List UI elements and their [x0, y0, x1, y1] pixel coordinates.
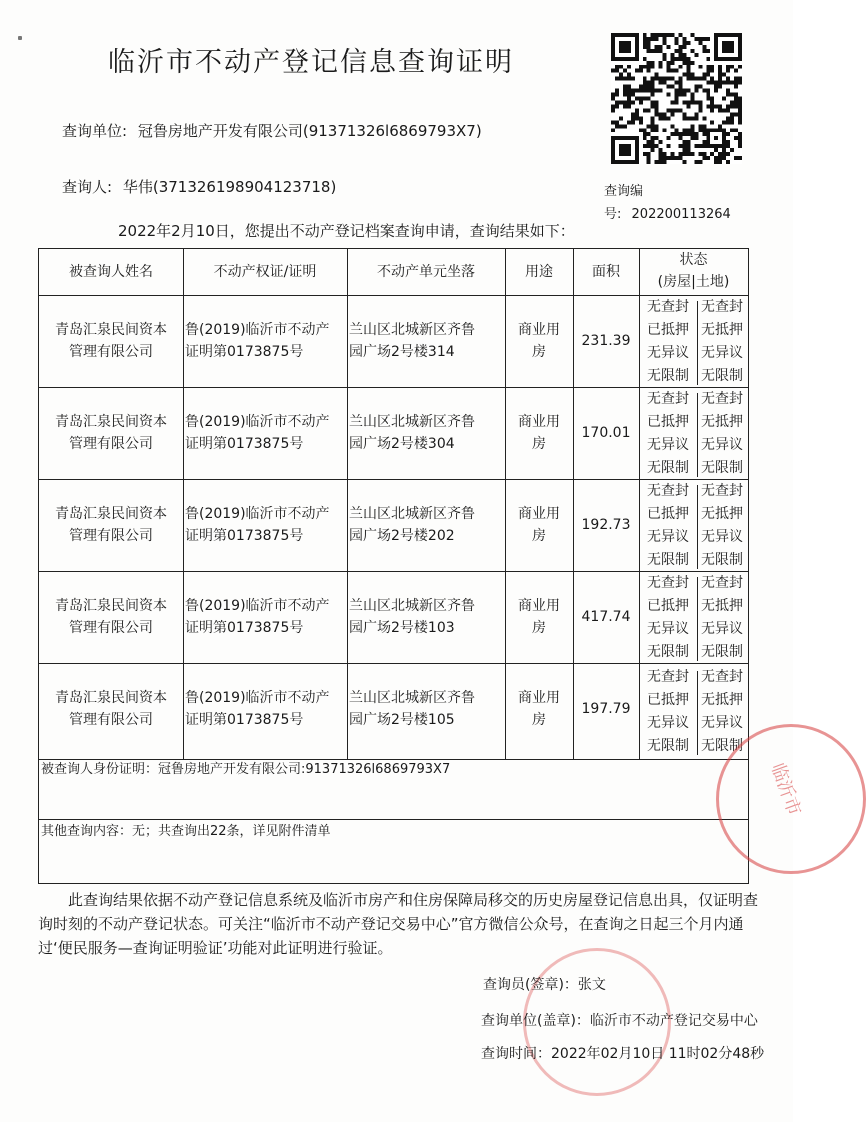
- row-use: 商业用 房: [518, 690, 560, 728]
- query-unit: [62, 120, 482, 141]
- other-query-row: 其他查询内容：无；共查询出22条，详见附件清单: [41, 824, 331, 839]
- row-cert: 鲁(2019)临沂市不动产 证明第0173875号: [185, 690, 330, 728]
- row-land-status: 无查封 无抵押 无异议 无限制: [701, 669, 743, 754]
- row-use: 商业用 房: [518, 506, 560, 544]
- page-title: 临沂市不动产登记信息查询证明: [108, 47, 514, 78]
- header-name: 被查询人姓名: [69, 264, 153, 280]
- intro-line: 2022年2月10日，您提出不动产登记档案查询申请，查询结果如下：: [118, 222, 575, 240]
- row-house-status: 无查封 已抵押 无异议 无限制: [647, 391, 689, 476]
- row-area: 197.79: [581, 701, 631, 717]
- row-name: 青岛汇泉民间资本 管理有限公司: [55, 322, 167, 360]
- querier: [62, 176, 336, 197]
- row-land-status: 无查封 无抵押 无异议 无限制: [701, 483, 743, 568]
- query-unit-value: 冠鲁房地产开发有限公司(91371326l6869793X7): [137, 122, 482, 140]
- header-cert: 不动产权证/证明: [213, 264, 317, 280]
- row-cert: 鲁(2019)临沂市不动产 证明第0173875号: [185, 598, 330, 636]
- header-status-sub: (房屋|土地): [657, 274, 730, 290]
- row-area: 231.39: [581, 333, 631, 349]
- header-location: 不动产单元坐落: [377, 264, 475, 280]
- row-house-status: 无查封 已抵押 无异议 无限制: [647, 299, 689, 384]
- row-land-status: 无查封 无抵押 无异议 无限制: [701, 391, 743, 476]
- row-area: 417.74: [581, 609, 631, 625]
- header-area: 面积: [592, 264, 620, 280]
- row-house-status: 无查封 已抵押 无异议 无限制: [647, 575, 689, 660]
- unit-line: 查询单位(盖章)：临沂市不动产登记交易中心: [481, 1013, 758, 1029]
- row-land-status: 无查封 无抵押 无异议 无限制: [701, 299, 743, 384]
- row-use: 商业用 房: [518, 598, 560, 636]
- qr-code-icon: [611, 33, 742, 164]
- notice-paragraph: 此查询结果依据不动产登记信息系统及临沂市房产和住房保障局移交的历史房屋登记信息出具，仅证明查询时刻的不动产登记状态。可关注“临沂市不动产登记交易中心”官方微信公众号，在查询之日起三个月内通过‘便民服务—查询证明验证’功能对此证明进行验证。: [38, 891, 759, 957]
- row-location: 兰山区北城新区齐鲁 园广场2号楼202: [349, 506, 475, 544]
- row-name: 青岛汇泉民间资本 管理有限公司: [55, 414, 167, 452]
- row-house-status: 无查封 已抵押 无异议 无限制: [647, 483, 689, 568]
- scan-speck: [18, 36, 22, 40]
- row-location: 兰山区北城新区齐鲁 园广场2号楼103: [349, 598, 475, 636]
- row-cert: 鲁(2019)临沂市不动产 证明第0173875号: [185, 506, 330, 544]
- query-no-value: 202200113264: [631, 207, 731, 222]
- row-land-status: 无查封 无抵押 无异议 无限制: [701, 575, 743, 660]
- row-area: 192.73: [581, 517, 631, 533]
- result-table: [38, 248, 749, 884]
- header-status: 状态: [679, 252, 708, 268]
- query-no: [604, 203, 731, 222]
- row-area: 170.01: [581, 425, 631, 441]
- row-name: 青岛汇泉民间资本 管理有限公司: [55, 598, 167, 636]
- querier-value: 华伟(371326198904123718): [122, 178, 337, 196]
- clerk-line: 查询员(签章)：张文: [483, 977, 606, 993]
- row-use: 商业用 房: [518, 414, 560, 452]
- identity-row: 被查询人身份证明：冠鲁房地产开发有限公司:91371326l6869793X7: [41, 762, 451, 777]
- time-line: 查询时间：2022年02月10日 11时02分48秒: [481, 1046, 765, 1062]
- row-cert: 鲁(2019)临沂市不动产 证明第0173875号: [185, 322, 330, 360]
- row-location: 兰山区北城新区齐鲁 园广场2号楼304: [349, 414, 475, 452]
- row-name: 青岛汇泉民间资本 管理有限公司: [55, 506, 167, 544]
- query-no-label-1: 查询编: [604, 184, 644, 199]
- seal-text-right: 临沂市: [766, 760, 805, 819]
- query-unit-label: 查询单位:: [62, 122, 128, 140]
- header-use: 用途: [525, 264, 553, 280]
- row-name: 青岛汇泉民间资本 管理有限公司: [55, 690, 167, 728]
- row-house-status: 无查封 已抵押 无异议 无限制: [647, 669, 689, 754]
- row-location: 兰山区北城新区齐鲁 园广场2号楼105: [349, 690, 475, 728]
- query-no-label-2: 号:: [604, 207, 622, 222]
- row-cert: 鲁(2019)临沂市不动产 证明第0173875号: [185, 414, 330, 452]
- querier-label: 查询人:: [62, 178, 113, 196]
- row-location: 兰山区北城新区齐鲁 园广场2号楼314: [349, 322, 475, 360]
- row-use: 商业用 房: [518, 322, 560, 360]
